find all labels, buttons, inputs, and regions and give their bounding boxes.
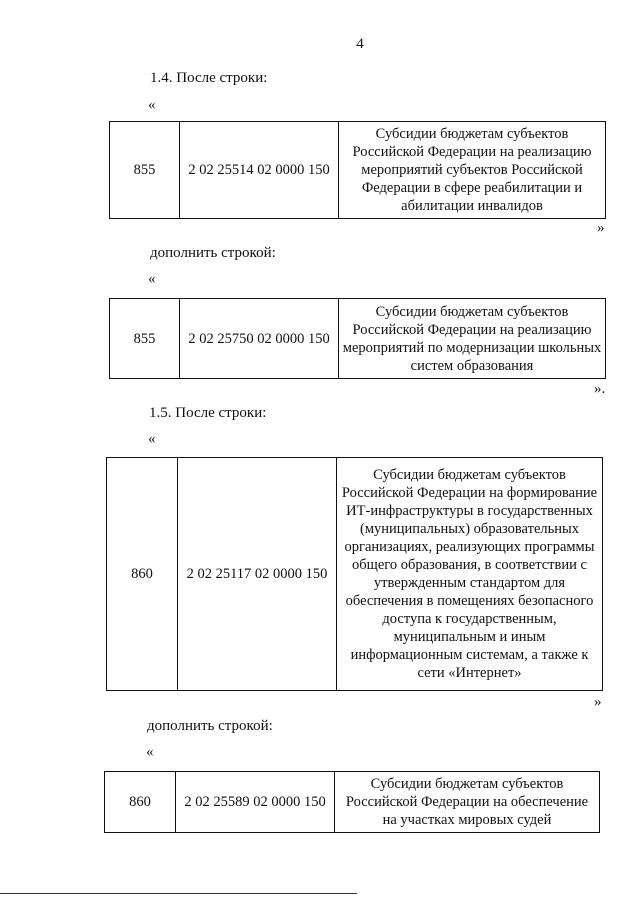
kbk-cell: 2 02 25750 02 0000 150 bbox=[180, 299, 339, 379]
section-heading: дополнить строкой: bbox=[147, 718, 273, 734]
open-quote: « bbox=[148, 271, 156, 287]
section-heading: 1.4. После строки: bbox=[150, 70, 268, 86]
open-quote: « bbox=[146, 744, 154, 760]
description-cell: Субсидии бюджетам субъектов Российской Федерации на реализацию мероприятий по модернизации школьных систем образования bbox=[339, 299, 606, 379]
close-quote: ». bbox=[594, 381, 606, 397]
open-quote: « bbox=[148, 97, 156, 113]
budget-row-table bbox=[104, 771, 600, 833]
description-cell: Субсидии бюджетам субъектов Российской Федерации на формирование ИТ-инфраструктуры в государственных (муниципальных) образовательных организациях, реализующих программы общего образования, в соответствии с утвержденным стандартом для обеспечения в помещениях безопасного доступа к государственным, муниципальным и иным информационным системам, а также к сети «Интернет» bbox=[337, 458, 603, 691]
budget-row-table bbox=[106, 457, 603, 691]
bottom-rule bbox=[0, 893, 357, 894]
kbk-cell: 2 02 25117 02 0000 150 bbox=[178, 458, 337, 691]
code-cell: 860 bbox=[105, 772, 176, 833]
close-quote: » bbox=[597, 220, 605, 236]
close-quote: » bbox=[594, 694, 602, 710]
kbk-cell: 2 02 25589 02 0000 150 bbox=[176, 772, 335, 833]
open-quote: « bbox=[148, 431, 156, 447]
description-cell: Субсидии бюджетам субъектов Российской Федерации на обеспечение на участках мировых судей bbox=[335, 772, 600, 833]
section-heading: дополнить строкой: bbox=[150, 245, 276, 261]
section-heading: 1.5. После строки: bbox=[149, 405, 267, 421]
page-number: 4 bbox=[356, 36, 364, 52]
code-cell: 855 bbox=[110, 299, 180, 379]
description-cell: Субсидии бюджетам субъектов Российской Федерации на реализацию мероприятий субъектов Российской Федерации в сфере реабилитации и абилитации инвалидов bbox=[339, 122, 606, 219]
code-cell: 860 bbox=[107, 458, 178, 691]
kbk-cell: 2 02 25514 02 0000 150 bbox=[180, 122, 339, 219]
code-cell: 855 bbox=[110, 122, 180, 219]
budget-row-table bbox=[109, 298, 606, 379]
budget-row-table bbox=[109, 121, 606, 219]
